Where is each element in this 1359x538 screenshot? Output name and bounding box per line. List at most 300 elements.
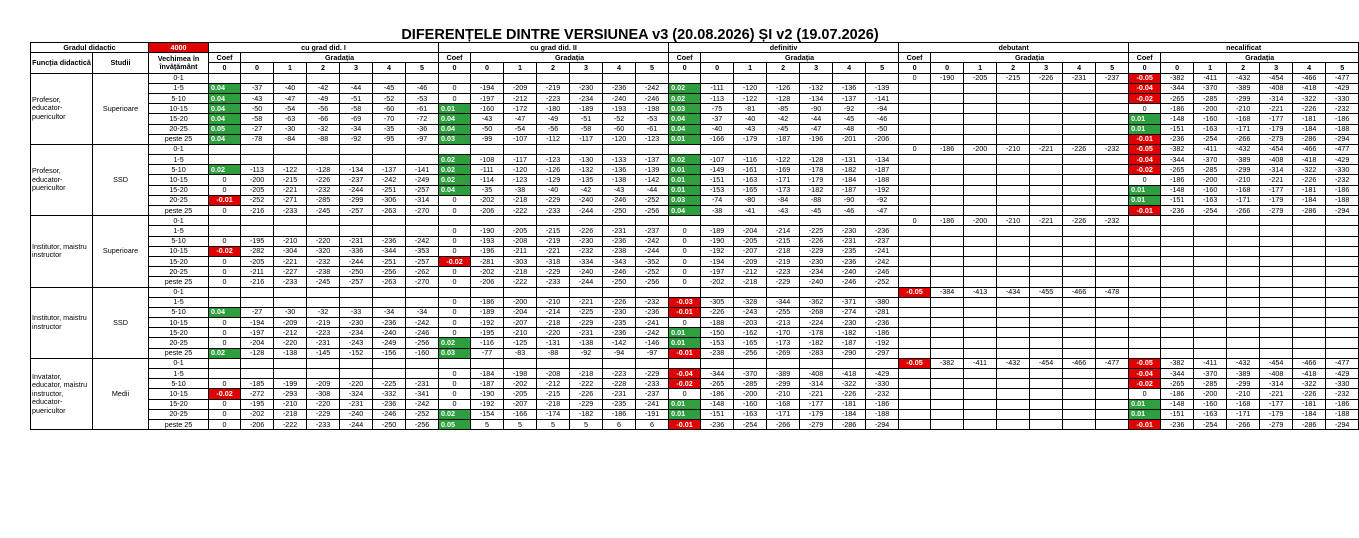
coef-cell: -0.04: [669, 369, 701, 379]
value-cell: -236: [603, 236, 636, 246]
coef-cell: 0: [439, 277, 471, 287]
value-cell: -230: [833, 318, 866, 328]
vechime-cell: 0-1: [149, 358, 209, 368]
value-cell: -266: [1227, 419, 1260, 429]
coef-cell: 0: [669, 246, 701, 256]
coef-cell: 0.02: [439, 155, 471, 165]
value-cell: -37: [241, 83, 274, 93]
empty-cell: [1063, 338, 1096, 348]
empty-cell: [1260, 246, 1293, 256]
value-cell: -223: [537, 93, 570, 103]
value-cell: -111: [471, 165, 504, 175]
empty-cell: [1030, 307, 1063, 317]
empty-cell: [899, 236, 931, 246]
empty-cell: [1161, 318, 1194, 328]
value-cell: -256: [734, 348, 767, 358]
value-cell: -250: [373, 419, 406, 429]
empty-cell: [931, 165, 964, 175]
value-cell: -200: [1194, 389, 1227, 399]
value-cell: -246: [603, 267, 636, 277]
empty-cell: [1096, 93, 1129, 103]
value-cell: -418: [1293, 369, 1326, 379]
value-cell: -232: [1326, 389, 1359, 399]
value-cell: -152: [340, 348, 373, 358]
table-row: [31, 124, 1359, 134]
value-cell: -380: [866, 297, 899, 307]
value-cell: -192: [701, 246, 734, 256]
value-cell: -236: [701, 419, 734, 429]
coef-cell: -0.05: [1129, 144, 1161, 154]
empty-cell: [1194, 338, 1227, 348]
value-cell: -252: [866, 277, 899, 287]
empty-cell: [1260, 226, 1293, 236]
value-cell: -184: [833, 409, 866, 419]
value-cell: -231: [833, 236, 866, 246]
value-cell: -285: [1194, 379, 1227, 389]
studii-cell: SSD: [93, 287, 149, 358]
value-cell: -210: [767, 389, 800, 399]
value-cell: -226: [1293, 104, 1326, 114]
empty-cell: [833, 358, 866, 368]
coef-cell: 0: [669, 318, 701, 328]
value-cell: -318: [537, 256, 570, 266]
value-cell: -294: [1326, 206, 1359, 216]
value-cell: -294: [1326, 134, 1359, 144]
coef-cell: -0.02: [439, 256, 471, 266]
value-cell: -205: [734, 236, 767, 246]
value-cell: -265: [1161, 379, 1194, 389]
value-cell: -371: [833, 297, 866, 307]
value-cell: -171: [767, 175, 800, 185]
value-cell: -226: [1293, 389, 1326, 399]
coef-cell: -0.01: [1129, 419, 1161, 429]
empty-cell: [931, 419, 964, 429]
value-cell: -130: [570, 155, 603, 165]
coef-cell: 0: [209, 419, 241, 429]
coef-cell: 0: [209, 256, 241, 266]
coef-cell: -0.04: [1129, 155, 1161, 165]
value-cell: -116: [734, 155, 767, 165]
coef-cell: 0.02: [209, 165, 241, 175]
value-cell: -190: [471, 389, 504, 399]
functia-cell: Profesor, educator-puericultor: [31, 73, 93, 144]
value-cell: -179: [800, 409, 833, 419]
value-cell: -205: [504, 389, 537, 399]
value-cell: -236: [866, 226, 899, 236]
empty-cell: [636, 144, 669, 154]
value-cell: -314: [1260, 165, 1293, 175]
empty-cell: [1260, 318, 1293, 328]
coef-cell: 0: [209, 206, 241, 216]
value-cell: -195: [241, 236, 274, 246]
value-cell: -168: [767, 399, 800, 409]
gradatia-col-num: 5: [636, 63, 669, 73]
empty-cell: [1096, 277, 1129, 287]
empty-cell: [701, 144, 734, 154]
coef-cell: 0: [439, 195, 471, 205]
value-cell: -411: [964, 358, 997, 368]
value-cell: -113: [241, 165, 274, 175]
coef-cell: 0: [439, 389, 471, 399]
value-cell: -236: [373, 399, 406, 409]
empty-cell: [1096, 307, 1129, 317]
empty-cell: [274, 287, 307, 297]
empty-cell: [1129, 287, 1161, 297]
empty-cell: [997, 307, 1030, 317]
empty-cell: [241, 287, 274, 297]
vechime-cell: 1-5: [149, 226, 209, 236]
empty-cell: [1129, 256, 1161, 266]
empty-cell: [669, 73, 701, 83]
empty-cell: [1063, 185, 1096, 195]
value-cell: -408: [800, 369, 833, 379]
empty-cell: [1161, 328, 1194, 338]
value-cell: -181: [1293, 114, 1326, 124]
value-cell: -279: [1260, 134, 1293, 144]
empty-cell: [373, 226, 406, 236]
value-cell: 5: [471, 419, 504, 429]
empty-cell: [1326, 267, 1359, 277]
value-cell: -160: [1194, 114, 1227, 124]
value-cell: -286: [1293, 419, 1326, 429]
vechime-cell: 20-25: [149, 409, 209, 419]
value-cell: -232: [570, 246, 603, 256]
value-cell: -188: [1326, 409, 1359, 419]
value-cell: -218: [570, 369, 603, 379]
empty-cell: [899, 155, 931, 165]
value-cell: -48: [833, 124, 866, 134]
value-cell: -188: [701, 318, 734, 328]
vechime-cell: 5-10: [149, 307, 209, 317]
empty-cell: [800, 216, 833, 226]
value-cell: -478: [1096, 287, 1129, 297]
value-cell: -197: [241, 328, 274, 338]
empty-cell: [1260, 267, 1293, 277]
value-cell: -94: [603, 348, 636, 358]
empty-cell: [1293, 297, 1326, 307]
empty-cell: [636, 358, 669, 368]
value-cell: -226: [1030, 73, 1063, 83]
empty-cell: [1030, 419, 1063, 429]
table-row: [31, 277, 1359, 287]
empty-cell: [931, 236, 964, 246]
value-cell: -232: [866, 389, 899, 399]
empty-cell: [1030, 409, 1063, 419]
value-cell: -179: [1260, 409, 1293, 419]
empty-cell: [504, 358, 537, 368]
value-cell: -454: [1260, 358, 1293, 368]
value-cell: -120: [603, 134, 636, 144]
value-cell: -229: [537, 195, 570, 205]
value-cell: -242: [406, 318, 439, 328]
value-cell: -242: [373, 175, 406, 185]
value-cell: -40: [274, 83, 307, 93]
value-cell: -122: [734, 93, 767, 103]
value-cell: -181: [833, 399, 866, 409]
value-cell: -240: [340, 409, 373, 419]
value-cell: -207: [734, 246, 767, 256]
coef-cell: 0.04: [669, 114, 701, 124]
value-cell: -230: [570, 83, 603, 93]
value-cell: -241: [636, 399, 669, 409]
coef-header: Coef: [209, 53, 241, 63]
empty-cell: [1161, 287, 1194, 297]
studii-header: Studii: [93, 53, 149, 73]
empty-cell: [1326, 277, 1359, 287]
value-cell: -299: [340, 195, 373, 205]
value-cell: -128: [307, 165, 340, 175]
empty-cell: [373, 216, 406, 226]
empty-cell: [406, 155, 439, 165]
empty-cell: [1030, 114, 1063, 124]
value-cell: -226: [307, 175, 340, 185]
value-cell: -279: [1260, 419, 1293, 429]
value-cell: -200: [734, 389, 767, 399]
empty-cell: [1194, 256, 1227, 266]
empty-cell: [1030, 256, 1063, 266]
value-cell: -285: [1194, 165, 1227, 175]
value-cell: -454: [1260, 144, 1293, 154]
value-cell: -30: [274, 124, 307, 134]
coef-cell: 0: [439, 318, 471, 328]
empty-cell: [209, 216, 241, 226]
empty-cell: [931, 318, 964, 328]
empty-cell: [899, 185, 931, 195]
empty-cell: [964, 155, 997, 165]
value-cell: -215: [537, 226, 570, 236]
empty-cell: [899, 226, 931, 236]
value-cell: -177: [1260, 399, 1293, 409]
coef-cell: -0.02: [1129, 165, 1161, 175]
empty-cell: [1326, 318, 1359, 328]
empty-cell: [964, 226, 997, 236]
empty-cell: [406, 73, 439, 83]
value-cell: -418: [833, 369, 866, 379]
empty-cell: [997, 104, 1030, 114]
value-cell: -270: [406, 277, 439, 287]
value-cell: -126: [767, 83, 800, 93]
value-cell: -344: [1161, 83, 1194, 93]
value-cell: -429: [1326, 369, 1359, 379]
value-cell: -221: [1260, 389, 1293, 399]
vechime-cell: 0-1: [149, 73, 209, 83]
table-row: [31, 328, 1359, 338]
empty-cell: [1063, 226, 1096, 236]
empty-cell: [1227, 267, 1260, 277]
empty-cell: [1194, 216, 1227, 226]
empty-cell: [570, 144, 603, 154]
value-cell: -429: [866, 369, 899, 379]
value-cell: -362: [800, 297, 833, 307]
value-cell: -477: [1326, 358, 1359, 368]
value-cell: -50: [471, 124, 504, 134]
value-cell: -188: [1326, 195, 1359, 205]
gradatia-col-num: 4: [1063, 63, 1096, 73]
empty-cell: [1129, 297, 1161, 307]
value-cell: -122: [767, 155, 800, 165]
gradatia-col-num: 0: [931, 63, 964, 73]
value-cell: -240: [570, 267, 603, 277]
value-cell: -241: [636, 318, 669, 328]
empty-cell: [1260, 348, 1293, 358]
empty-cell: [1063, 399, 1096, 409]
value-cell: -254: [1194, 206, 1227, 216]
empty-cell: [1030, 328, 1063, 338]
empty-cell: [866, 358, 899, 368]
empty-cell: [899, 246, 931, 256]
gradatia-col-num: 2: [997, 63, 1030, 73]
empty-cell: [1063, 104, 1096, 114]
value-cell: -266: [1227, 134, 1260, 144]
coef-cell: 0.02: [439, 338, 471, 348]
value-cell: -161: [734, 165, 767, 175]
value-cell: -154: [471, 409, 504, 419]
coef-cell: 0.02: [439, 165, 471, 175]
value-cell: -244: [570, 206, 603, 216]
empty-cell: [767, 73, 800, 83]
value-cell: -60: [373, 104, 406, 114]
table-row: [31, 358, 1359, 368]
empty-cell: [504, 144, 537, 154]
value-cell: -370: [734, 369, 767, 379]
value-cell: -314: [1260, 379, 1293, 389]
empty-cell: [1096, 267, 1129, 277]
value-cell: -477: [1326, 73, 1359, 83]
value-cell: -56: [307, 104, 340, 114]
value-cell: -466: [1063, 287, 1096, 297]
empty-cell: [931, 124, 964, 134]
vechime-cell: 5-10: [149, 236, 209, 246]
empty-cell: [964, 185, 997, 195]
vechime-cell: 15-20: [149, 114, 209, 124]
value-cell: -408: [1260, 369, 1293, 379]
table-row: [31, 236, 1359, 246]
value-cell: -244: [636, 246, 669, 256]
empty-cell: [997, 369, 1030, 379]
value-cell: -244: [340, 256, 373, 266]
value-cell: -250: [603, 206, 636, 216]
value-cell: -236: [833, 256, 866, 266]
empty-cell: [997, 318, 1030, 328]
value-cell: -186: [603, 409, 636, 419]
coef-cell: -0.03: [669, 297, 701, 307]
empty-cell: [1326, 216, 1359, 226]
value-cell: -184: [1293, 124, 1326, 134]
empty-cell: [899, 369, 931, 379]
empty-cell: [340, 226, 373, 236]
empty-cell: [669, 144, 701, 154]
value-cell: -35: [373, 124, 406, 134]
empty-cell: [931, 185, 964, 195]
value-cell: -257: [340, 277, 373, 287]
empty-cell: [1161, 297, 1194, 307]
value-cell: -220: [537, 328, 570, 338]
coef-header: Coef: [669, 53, 701, 63]
empty-cell: [734, 358, 767, 368]
value-cell: -230: [603, 307, 636, 317]
value-cell: -141: [866, 93, 899, 103]
value-cell: -218: [734, 277, 767, 287]
value-cell: -211: [504, 246, 537, 256]
value-cell: -263: [373, 277, 406, 287]
value-cell: -204: [241, 338, 274, 348]
value-cell: -215: [274, 175, 307, 185]
value-cell: -181: [1293, 185, 1326, 195]
empty-cell: [899, 389, 931, 399]
empty-cell: [899, 134, 931, 144]
value-cell: -370: [1194, 369, 1227, 379]
value-cell: -234: [570, 93, 603, 103]
coef-cell: 0.01: [669, 175, 701, 185]
value-cell: -246: [406, 328, 439, 338]
gradatia-col-num: 3: [1030, 63, 1063, 73]
empty-cell: [340, 155, 373, 165]
empty-cell: [1194, 277, 1227, 287]
coef-cell: 0: [439, 226, 471, 236]
coef-cell: 0: [209, 267, 241, 277]
coef-cell: 0: [899, 73, 931, 83]
value-cell: -188: [866, 175, 899, 185]
coef-cell: 0.02: [669, 155, 701, 165]
empty-cell: [439, 144, 471, 154]
coef-cell: 0: [1129, 104, 1161, 114]
table-row: [31, 338, 1359, 348]
empty-cell: [899, 379, 931, 389]
empty-cell: [1260, 256, 1293, 266]
coef-cell: 0: [669, 267, 701, 277]
value-cell: -132: [800, 83, 833, 93]
value-cell: -153: [701, 185, 734, 195]
value-cell: -231: [406, 379, 439, 389]
empty-cell: [1227, 216, 1260, 226]
coef-cell: 0: [669, 277, 701, 287]
value-cell: 5: [504, 419, 537, 429]
coef-cell: 0.04: [209, 134, 241, 144]
value-cell: -314: [406, 195, 439, 205]
value-cell: -32: [307, 307, 340, 317]
empty-cell: [537, 73, 570, 83]
value-cell: -256: [406, 338, 439, 348]
value-cell: -246: [603, 195, 636, 205]
coef-cell: -0.05: [899, 287, 931, 297]
empty-cell: [899, 256, 931, 266]
empty-cell: [931, 175, 964, 185]
coef-cell: 0.04: [669, 124, 701, 134]
value-cell: -186: [1161, 175, 1194, 185]
empty-cell: [964, 267, 997, 277]
value-cell: -123: [504, 175, 537, 185]
empty-cell: [1063, 348, 1096, 358]
coef-cell: 0.04: [209, 93, 241, 103]
value-cell: -95: [373, 134, 406, 144]
empty-cell: [997, 93, 1030, 103]
empty-cell: [931, 155, 964, 165]
empty-cell: [274, 73, 307, 83]
value-cell: -297: [866, 348, 899, 358]
empty-cell: [1161, 236, 1194, 246]
empty-cell: [471, 287, 504, 297]
value-cell: -237: [866, 236, 899, 246]
value-cell: -58: [340, 104, 373, 114]
coef-cell: 0: [209, 328, 241, 338]
empty-cell: [899, 409, 931, 419]
empty-cell: [373, 358, 406, 368]
empty-cell: [603, 358, 636, 368]
empty-cell: [964, 104, 997, 114]
table-row: [31, 216, 1359, 226]
value-cell: -53: [406, 93, 439, 103]
empty-cell: [1063, 318, 1096, 328]
